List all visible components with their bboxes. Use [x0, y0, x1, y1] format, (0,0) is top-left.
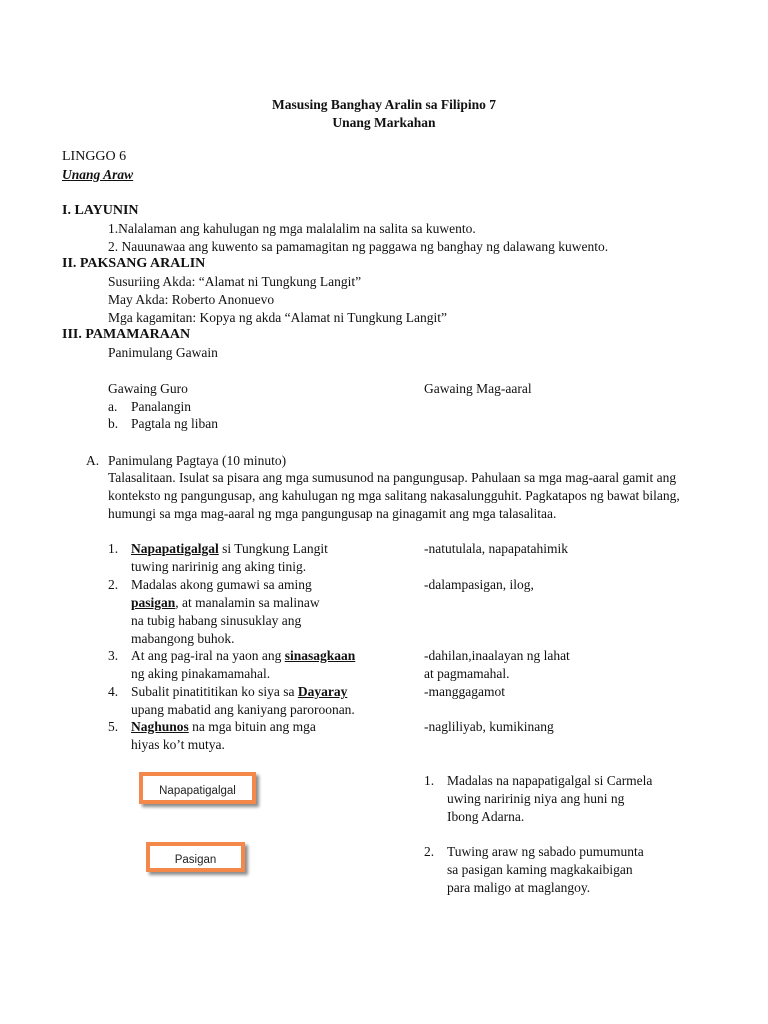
week-label: LINGGO 6	[62, 149, 127, 164]
day-label: Unang Araw	[62, 167, 134, 182]
vocab-number: 3.	[108, 648, 119, 663]
paksang-aralin-line: Mga kagamitan: Kopya ng akda “Alamat ni Tungkung Langit”	[108, 310, 447, 325]
gawaing-mag-aaral-header: Gawaing Mag-aaral	[424, 381, 532, 396]
practice-sentence-line: para maligo at maglangoy.	[447, 880, 591, 895]
vocab-sentence-line: na tubig habang sinusuklay ang	[131, 613, 302, 628]
vocab-sentence-line: upang mabatid ang kaniyang paroroonan.	[131, 702, 355, 717]
practice-sentence-line: Tuwing araw ng sabado pumumunta	[447, 844, 644, 859]
practice-sentence-line: sa pasigan kaming magkakaibigan	[447, 862, 633, 877]
vocab-meaning: -dahilan,inaalayan ng lahat	[424, 648, 570, 663]
activity-text: Panalangin	[131, 399, 191, 414]
practice-sentence-line: Madalas na napapatigalgal si Carmela	[447, 773, 653, 788]
practice-sentence-line: Ibong Adarna.	[447, 809, 525, 824]
section-a-marker: A.	[86, 453, 100, 468]
document-title: Masusing Banghay Aralin sa Filipino 7	[272, 97, 496, 112]
vocab-sentence-line: At ang pag-iral na yaon ang sinasagkaan	[131, 648, 356, 663]
activity-marker: a.	[108, 399, 118, 414]
paksang-aralin-line: May Akda: Roberto Anonuevo	[108, 292, 275, 307]
vocab-sentence-line: Madalas akong gumawi sa aming	[131, 577, 312, 592]
vocab-keyword: Naghunos	[131, 719, 189, 734]
vocab-keyword: pasigan	[131, 595, 176, 610]
paksang-aralin-heading: II. PAKSANG ARALIN	[62, 256, 206, 271]
gawaing-guro-header: Gawaing Guro	[108, 381, 188, 396]
vocab-number: 2.	[108, 577, 119, 592]
vocab-number: 1.	[108, 541, 119, 556]
word-card-label: Pasigan	[150, 846, 241, 868]
vocab-sentence-line: mabangong buhok.	[131, 631, 235, 646]
section-a-instructions: Talasalitaan. Isulat sa pisara ang mga sumusunod na pangungusap. Pahulaan sa mga mag-aaral gamit ang konteksto ng pangungusap, ang kahulugan ng mga salitang nakasalungguhit. Pagkatapos ng bawat bilang, humungi sa mga mag-aaral ng mga pangungusap na ginagamit ang mga talasalitaa.	[108, 470, 680, 521]
vocab-keyword: sinasagkaan	[284, 648, 356, 663]
vocab-sentence-line: Subalit pinatititikan ko siya sa Dayaray	[131, 684, 348, 699]
practice-number: 2.	[424, 844, 435, 859]
vocab-sentence-line: ng aking pinakamamahal.	[131, 666, 271, 681]
word-card-label: Napapatigalgal	[143, 776, 252, 800]
practice-number: 1.	[424, 773, 435, 788]
vocab-sentence-line: Naghunos na mga bituin ang mga	[131, 719, 316, 734]
document-subtitle: Unang Markahan	[332, 115, 436, 130]
vocab-sentence-line: hiyas ko’t mutya.	[131, 737, 225, 752]
vocab-number: 5.	[108, 719, 119, 734]
pamamaraan-heading: III. PAMAMARAAN	[62, 327, 191, 342]
vocab-sentence-line: tuwing naririnig ang aking tinig.	[131, 559, 307, 574]
panimulang-gawain-label: Panimulang Gawain	[108, 345, 218, 360]
activity-text: Pagtala ng liban	[131, 416, 218, 431]
vocab-meaning: at pagmamahal.	[424, 666, 510, 681]
vocab-keyword: Dayaray	[297, 684, 348, 699]
vocab-sentence-line: Napapatigalgal si Tungkung Langit	[131, 541, 328, 556]
vocab-keyword: Napapatigalgal	[131, 541, 219, 556]
vocab-number: 4.	[108, 684, 119, 699]
word-card[interactable]	[139, 772, 256, 804]
vocab-meaning: -natutulala, napapatahimik	[424, 541, 568, 556]
vocab-meaning: -manggagamot	[424, 684, 505, 699]
activity-marker: b.	[108, 416, 119, 431]
section-a-title: Panimulang Pagtaya (10 minuto)	[108, 453, 287, 468]
practice-sentence-line: uwing naririnig niya ang huni ng	[447, 791, 625, 806]
layunin-heading: I. LAYUNIN	[62, 203, 139, 218]
paksang-aralin-line: Susuriing Akda: “Alamat ni Tungkung Langit”	[108, 274, 362, 289]
layunin-item: 1.Nalalaman ang kahulugan ng mga malalalim na salita sa kuwento.	[108, 221, 476, 236]
layunin-item: 2. Nauunawaa ang kuwento sa pamamagitan ng paggawa ng banghay ng dalawang kuwento.	[108, 239, 609, 254]
word-card[interactable]	[146, 842, 245, 872]
vocab-meaning: -nagliliyab, kumikinang	[424, 719, 554, 734]
vocab-meaning: -dalampasigan, ilog,	[424, 577, 534, 592]
vocab-sentence-line: pasigan, at manalamin sa malinaw	[131, 595, 320, 610]
